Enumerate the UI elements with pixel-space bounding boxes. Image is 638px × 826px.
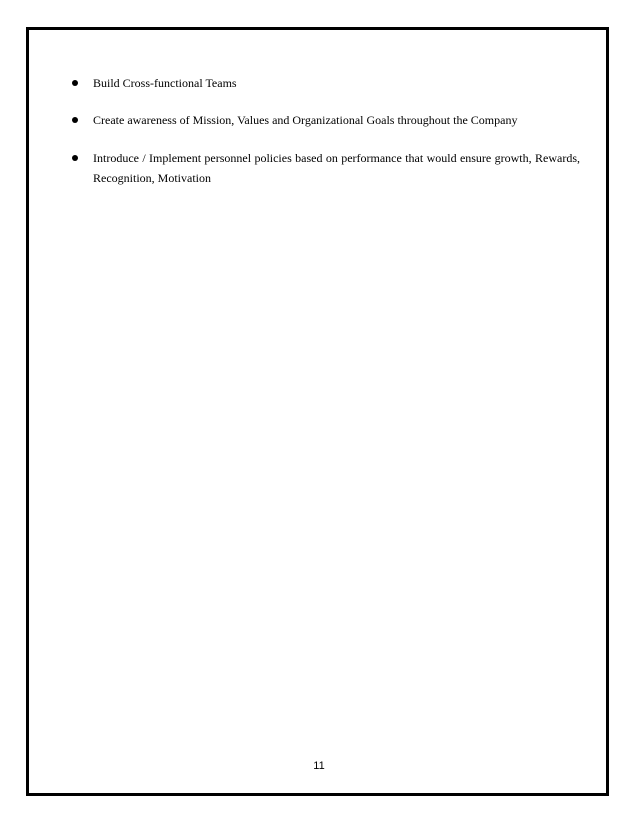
bullet-dot-icon bbox=[72, 80, 78, 86]
list-item bbox=[72, 110, 580, 130]
bullet-text: Create awareness of Mission, Values and Organizational Goals throughout the Company bbox=[93, 113, 518, 127]
bullet-text: Introduce / Implement personnel policies based on performance that would ensure growth, Rewards, Recognition, Motivation bbox=[93, 151, 580, 185]
list-item bbox=[72, 73, 580, 93]
list-item bbox=[72, 148, 580, 188]
page-number: 11 bbox=[313, 760, 325, 772]
bullet-list bbox=[72, 73, 580, 205]
bullet-text: Build Cross-functional Teams bbox=[93, 76, 237, 90]
bullet-dot-icon bbox=[72, 155, 78, 161]
bullet-dot-icon bbox=[72, 117, 78, 123]
